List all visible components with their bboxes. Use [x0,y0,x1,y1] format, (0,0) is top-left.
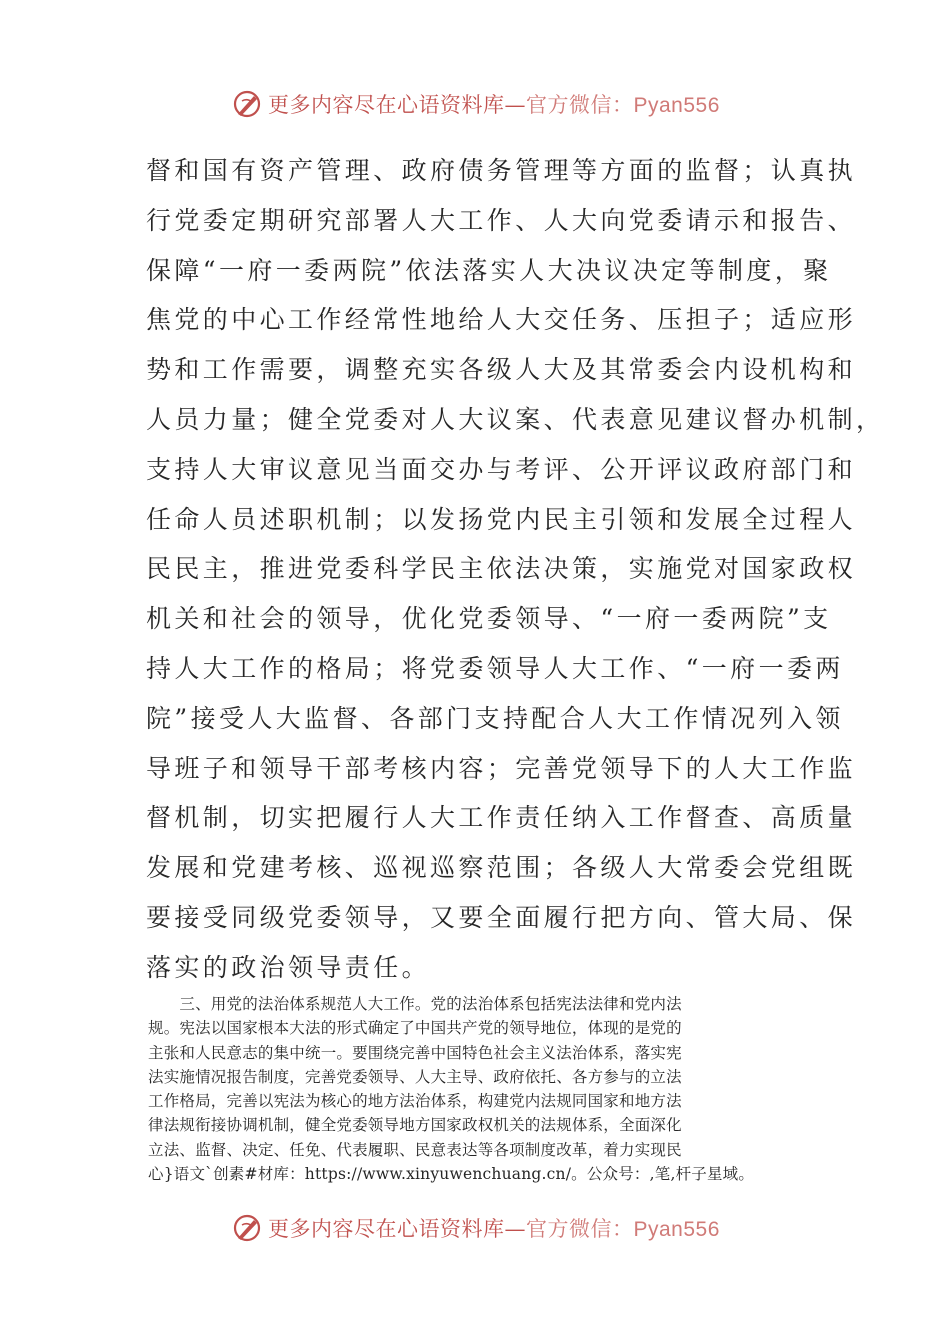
pen-logo-icon [232,89,262,119]
body-line: 焦党的中心工作经常性地给人大交任务、压担子；适应形 [146,305,857,335]
body-line: 落实的政治领导责任。 [146,952,431,982]
pen-logo-icon [232,1213,262,1243]
body-line: 院”接受人大监督、各部门支持配合人大工作情况列入领 [146,703,844,733]
section-line: 法实施情况报告制度，完善党委领导、人大主导、政府依托、各方参与的立法 [148,1067,682,1086]
body-line: 任命人员述职机制；以发扬党内民主引领和发展全过程人 [146,504,857,534]
body-line: 保障“一府一委两院”依法落实人大决议决定等制度，聚 [146,255,832,285]
body-line: 民民主，推进党委科学民主依法决策，实施党对国家政权 [146,554,857,584]
footer-banner [232,1210,720,1246]
body-line: 机关和社会的领导，优化党委领导、“一府一委两院”支 [146,604,832,634]
header-banner [232,86,720,122]
body-line: 行党委定期研究部署人大工作、人大向党委请示和报告、 [146,205,857,235]
body-line: 支持人大审议意见当面交办与考评、公开评议政府部门和 [146,454,857,484]
body-line: 要接受同级党委领导，又要全面履行把方向、管大局、保 [146,902,857,932]
body-line: 持人大工作的格局；将党委领导人大工作、“一府一委两 [146,653,844,683]
body-line: 发展和党建考核、巡视巡察范围；各级人大常委会党组既 [146,853,857,883]
body-paragraph [146,146,885,993]
section-line: 律法规衔接协调机制，健全党委领导地方国家政权机关的法规体系，全面深化 [148,1116,682,1135]
section-line: 立法、监督、决定、任免、代表履职、民意表达等各项制度改革，着力实现民 [148,1140,682,1159]
body-line: 势和工作需要，调整充实各级人大及其常委会内设机构和 [146,355,857,385]
section-line: 心}语文`创素#材库：https://www.xinyuwenchuang.cn/。公众号：,笔,杆子星域。 [148,1165,755,1184]
section-line: 三、用党的法治体系规范人大工作。党的法治体系包括宪法法律和党内法 [148,995,682,1013]
body-line: 督机制，切实把履行人大工作责任纳入工作督查、高质量 [146,803,857,833]
section-line: 规。宪法以国家根本大法的形式确定了中国共产党的领导地位，体现的是党的 [148,1019,682,1038]
section-line: 工作格局，完善以宪法为核心的地方法治体系，构建党内法规同国家和地方法 [148,1092,682,1111]
section-three-paragraph [148,992,808,1186]
section-line: 主张和人民意志的集中统一。要围绕完善中国特色社会主义法治体系，落实宪 [148,1043,682,1062]
banner-text: 更多内容尽在心语资料库— [268,93,526,117]
banner-wechat: 官方微信：Pyan556 [526,1218,720,1241]
body-line: 督和国有资产管理、政府债务管理等方面的监督；认真执 [146,156,857,185]
body-line: 导班子和领导干部考核内容；完善党领导下的人大工作监 [146,753,857,783]
banner-wechat: 官方微信：Pyan556 [526,94,720,117]
banner-text: 更多内容尽在心语资料库— [268,1217,526,1241]
body-line: 人员力量；健全党委对人大议案、代表意见建议督办机制， [146,404,885,434]
